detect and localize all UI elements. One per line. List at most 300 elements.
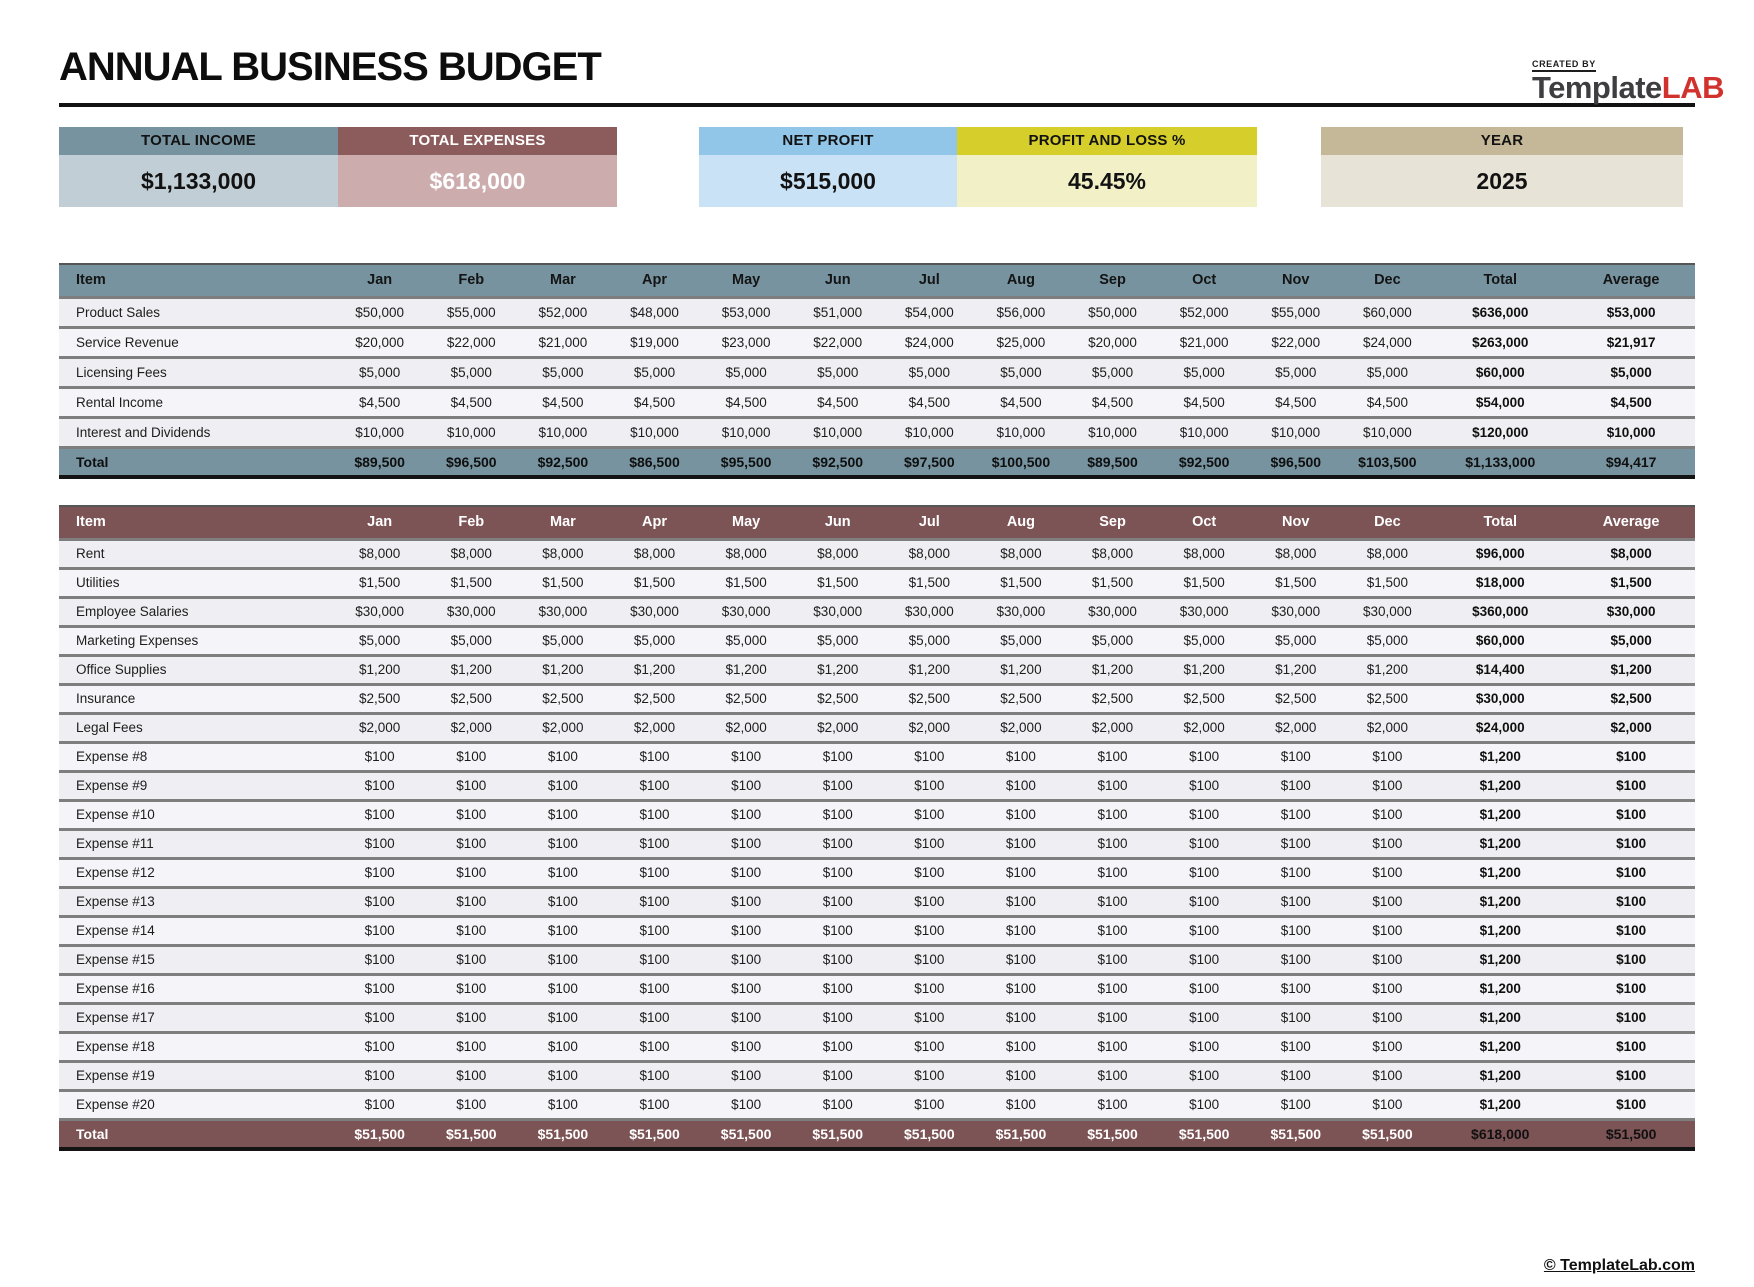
row-average: $1,200 xyxy=(1610,662,1652,677)
month-value: $5,000 xyxy=(633,364,676,380)
row-total: $96,000 xyxy=(1475,546,1525,561)
total-row xyxy=(59,447,1695,477)
month-value: $8,000 xyxy=(817,546,859,561)
month-value: $5,000 xyxy=(1275,364,1317,380)
month-value: $100 xyxy=(639,807,670,822)
month-value: $100 xyxy=(914,1097,945,1112)
row-average: $53,000 xyxy=(1606,304,1656,320)
col-header-average: Average xyxy=(1567,506,1695,539)
month-value: $100 xyxy=(1372,923,1403,938)
month-value: $2,000 xyxy=(1183,720,1225,735)
month-value: $30,000 xyxy=(1362,604,1412,619)
data-row xyxy=(59,1090,1695,1119)
month-value: $100 xyxy=(731,1039,762,1054)
month-value: $100 xyxy=(456,894,487,909)
data-row xyxy=(59,916,1695,945)
month-value: $100 xyxy=(1097,894,1128,909)
month-value: $100 xyxy=(364,952,395,967)
month-value: $100 xyxy=(364,1097,395,1112)
month-value: $100 xyxy=(1372,865,1403,880)
month-value: $100 xyxy=(1097,1010,1128,1025)
card-value-total-income: $1,133,000 xyxy=(59,155,338,207)
col-header-dec: Dec xyxy=(1342,506,1434,539)
month-value: $25,000 xyxy=(996,334,1046,350)
data-row xyxy=(59,655,1695,684)
month-value: $100 xyxy=(822,981,853,996)
month-value: $100 xyxy=(639,981,670,996)
row-average: $2,000 xyxy=(1610,720,1652,735)
month-value: $100 xyxy=(1280,807,1311,822)
month-value: $100 xyxy=(1280,865,1311,880)
month-value: $100 xyxy=(1280,778,1311,793)
month-value: $10,000 xyxy=(1362,424,1412,440)
month-value: $100 xyxy=(822,923,853,938)
month-value: $2,500 xyxy=(450,691,492,706)
month-value: $96,500 xyxy=(1270,453,1322,470)
month-value: $100 xyxy=(1189,952,1220,967)
summary-cards xyxy=(59,127,1695,207)
row-average: $2,500 xyxy=(1610,691,1652,706)
row-average: $100 xyxy=(1616,836,1647,851)
row-label: Total xyxy=(76,453,109,470)
month-value: $100 xyxy=(731,981,762,996)
month-value: $10,000 xyxy=(1179,424,1229,440)
month-value: $100 xyxy=(1097,865,1128,880)
month-value: $100 xyxy=(364,865,395,880)
month-value: $5,000 xyxy=(1091,364,1134,380)
month-value: $100 xyxy=(1280,749,1311,764)
month-value: $100 xyxy=(731,778,762,793)
month-value: $2,500 xyxy=(908,691,950,706)
month-value: $100 xyxy=(731,865,762,880)
month-value: $4,500 xyxy=(1000,394,1042,410)
row-average: $100 xyxy=(1616,923,1647,938)
row-label: Expense #14 xyxy=(76,923,155,938)
month-value: $51,500 xyxy=(1087,1125,1138,1142)
col-header-oct: Oct xyxy=(1158,506,1250,539)
col-header-may: May xyxy=(700,506,792,539)
month-value: $100 xyxy=(456,1097,487,1112)
row-average: $10,000 xyxy=(1606,424,1656,440)
total-row xyxy=(59,1119,1695,1149)
row-label: Expense #9 xyxy=(76,778,148,793)
month-value: $1,200 xyxy=(908,662,950,677)
month-value: $5,000 xyxy=(1275,633,1317,648)
month-value: $100 xyxy=(822,749,853,764)
row-total: $1,133,000 xyxy=(1465,453,1536,470)
month-value: $100 xyxy=(547,1068,578,1083)
row-total: $14,400 xyxy=(1475,662,1525,677)
month-value: $2,500 xyxy=(359,691,401,706)
col-header-aug: Aug xyxy=(975,506,1067,539)
month-value: $100 xyxy=(1189,778,1220,793)
month-value: $100 xyxy=(639,1097,670,1112)
month-value: $100 xyxy=(1097,1039,1128,1054)
month-value: $30,000 xyxy=(1179,604,1229,619)
month-value: $2,000 xyxy=(908,720,950,735)
month-value: $55,000 xyxy=(446,304,496,320)
month-value: $21,000 xyxy=(1179,334,1229,350)
data-row xyxy=(59,800,1695,829)
month-value: $5,000 xyxy=(633,633,676,648)
month-value: $54,000 xyxy=(904,304,954,320)
row-average: $94,417 xyxy=(1605,453,1657,470)
row-total: $1,200 xyxy=(1479,952,1521,967)
month-value: $100 xyxy=(914,952,945,967)
month-value: $4,500 xyxy=(1091,394,1134,410)
logo-created-by-label: CREATED BY xyxy=(1532,60,1596,72)
month-value: $1,200 xyxy=(1000,662,1042,677)
month-value: $2,000 xyxy=(1000,720,1042,735)
month-value: $30,000 xyxy=(630,604,679,619)
month-value: $10,000 xyxy=(904,424,954,440)
month-value: $52,000 xyxy=(538,304,588,320)
col-header-feb: Feb xyxy=(425,264,517,297)
month-value: $1,500 xyxy=(1366,575,1409,590)
month-value: $30,000 xyxy=(1088,604,1137,619)
row-average: $100 xyxy=(1616,981,1647,996)
month-value: $1,200 xyxy=(1091,662,1134,677)
month-value: $100 xyxy=(1005,749,1036,764)
row-label: Expense #13 xyxy=(76,894,155,909)
col-header-nov: Nov xyxy=(1250,506,1342,539)
month-value: $96,500 xyxy=(445,453,497,470)
month-value: $100 xyxy=(914,923,945,938)
row-total: $18,000 xyxy=(1475,575,1525,590)
data-row xyxy=(59,1003,1695,1032)
row-total: $1,200 xyxy=(1479,778,1521,793)
row-total: $360,000 xyxy=(1472,604,1529,619)
month-value: $100 xyxy=(1372,1097,1403,1112)
month-value: $100 xyxy=(1372,749,1403,764)
month-value: $24,000 xyxy=(1362,334,1412,350)
month-value: $10,000 xyxy=(355,424,405,440)
month-value: $51,500 xyxy=(445,1125,497,1142)
month-value: $100 xyxy=(731,807,762,822)
month-value: $100 xyxy=(914,865,945,880)
month-value: $5,000 xyxy=(725,633,767,648)
month-value: $51,500 xyxy=(995,1125,1047,1142)
col-header-mar: Mar xyxy=(517,506,609,539)
month-value: $8,000 xyxy=(450,546,492,561)
month-value: $100 xyxy=(731,749,762,764)
row-total: $1,200 xyxy=(1479,836,1521,851)
month-value: $100 xyxy=(639,836,670,851)
month-value: $100 xyxy=(822,836,853,851)
month-value: $1,200 xyxy=(1366,662,1409,677)
data-row xyxy=(59,887,1695,916)
row-label: Expense #19 xyxy=(76,1068,155,1083)
month-value: $100 xyxy=(822,807,853,822)
month-value: $89,500 xyxy=(354,453,405,470)
row-label: Rent xyxy=(76,546,105,561)
month-value: $60,000 xyxy=(1362,304,1412,320)
month-value: $100 xyxy=(547,894,578,909)
month-value: $100 xyxy=(364,1039,395,1054)
month-value: $2,000 xyxy=(1366,720,1409,735)
data-row xyxy=(59,1032,1695,1061)
month-value: $5,000 xyxy=(1183,364,1225,380)
row-total: $60,000 xyxy=(1475,364,1525,380)
month-value: $8,000 xyxy=(359,546,401,561)
month-value: $30,000 xyxy=(446,604,496,619)
month-value: $100 xyxy=(1189,865,1220,880)
month-value: $10,000 xyxy=(1271,424,1321,440)
month-value: $8,000 xyxy=(633,546,676,561)
data-row xyxy=(59,597,1695,626)
row-average: $1,500 xyxy=(1610,575,1652,590)
col-header-jun: Jun xyxy=(792,264,884,297)
col-header-apr: Apr xyxy=(609,506,701,539)
row-label: Expense #10 xyxy=(76,807,155,822)
month-value: $1,500 xyxy=(1183,575,1225,590)
data-row xyxy=(59,829,1695,858)
data-row xyxy=(59,297,1695,327)
row-average: $100 xyxy=(1616,1097,1647,1112)
row-label: Employee Salaries xyxy=(76,604,189,619)
month-value: $100 xyxy=(914,981,945,996)
month-value: $100 xyxy=(1097,778,1128,793)
summary-card-total-income xyxy=(59,127,338,207)
row-label: Expense #20 xyxy=(76,1097,155,1112)
month-value: $100 xyxy=(914,836,945,851)
row-average: $100 xyxy=(1616,1039,1647,1054)
month-value: $56,000 xyxy=(996,304,1046,320)
month-value: $1,200 xyxy=(359,662,401,677)
month-value: $100 xyxy=(1372,952,1403,967)
month-value: $97,500 xyxy=(904,453,955,470)
row-average: $100 xyxy=(1616,865,1647,880)
month-value: $100 xyxy=(1280,1039,1311,1054)
month-value: $1,500 xyxy=(1000,575,1042,590)
row-label: Expense #15 xyxy=(76,952,155,967)
month-value: $50,000 xyxy=(355,304,405,320)
col-header-jan: Jan xyxy=(334,264,426,297)
month-value: $100 xyxy=(1372,1010,1403,1025)
row-label: Expense #18 xyxy=(76,1039,155,1054)
month-value: $2,000 xyxy=(725,720,767,735)
month-value: $100 xyxy=(822,894,853,909)
month-value: $100 xyxy=(1189,1068,1220,1083)
card-value-total-expenses: $618,000 xyxy=(338,155,617,207)
col-header-jun: Jun xyxy=(792,506,884,539)
month-value: $100 xyxy=(1280,894,1311,909)
month-value: $100 xyxy=(456,1010,487,1025)
row-total: $1,200 xyxy=(1479,1010,1521,1025)
row-total: $30,000 xyxy=(1475,691,1525,706)
month-value: $5,000 xyxy=(1091,633,1134,648)
data-row xyxy=(59,945,1695,974)
month-value: $100 xyxy=(364,981,395,996)
month-value: $2,000 xyxy=(1091,720,1134,735)
month-value: $30,000 xyxy=(996,604,1046,619)
month-value: $100 xyxy=(1005,1097,1036,1112)
month-value: $2,500 xyxy=(1091,691,1134,706)
month-value: $100 xyxy=(822,778,853,793)
expenses-table xyxy=(59,505,1695,1151)
col-header-total: Total xyxy=(1433,264,1567,297)
month-value: $1,500 xyxy=(450,575,492,590)
data-row xyxy=(59,742,1695,771)
month-value: $51,500 xyxy=(1362,1125,1413,1142)
summary-card-year xyxy=(1321,127,1683,207)
month-value: $8,000 xyxy=(1275,546,1317,561)
month-value: $100 xyxy=(1189,807,1220,822)
month-value: $95,500 xyxy=(720,453,772,470)
col-header-dec: Dec xyxy=(1342,264,1434,297)
month-value: $100 xyxy=(547,1010,578,1025)
month-value: $30,000 xyxy=(904,604,954,619)
month-value: $21,000 xyxy=(538,334,588,350)
month-value: $100 xyxy=(1005,923,1036,938)
month-value: $53,000 xyxy=(721,304,771,320)
col-header-mar: Mar xyxy=(517,264,609,297)
month-value: $100 xyxy=(1280,1068,1311,1083)
row-total: $1,200 xyxy=(1479,923,1521,938)
month-value: $100 xyxy=(547,981,578,996)
month-value: $22,000 xyxy=(813,334,863,350)
month-value: $100 xyxy=(639,1039,670,1054)
data-row xyxy=(59,357,1695,387)
month-value: $100 xyxy=(1005,1010,1036,1025)
month-value: $100 xyxy=(914,1068,945,1083)
month-value: $1,200 xyxy=(1183,662,1225,677)
row-average: $30,000 xyxy=(1606,604,1656,619)
month-value: $100 xyxy=(1189,894,1220,909)
month-value: $8,000 xyxy=(542,546,584,561)
month-value: $2,500 xyxy=(633,691,676,706)
month-value: $100 xyxy=(731,923,762,938)
data-row xyxy=(59,327,1695,357)
month-value: $100 xyxy=(731,1068,762,1083)
month-value: $100 xyxy=(456,807,487,822)
month-value: $100 xyxy=(1280,1010,1311,1025)
month-value: $1,500 xyxy=(1091,575,1134,590)
data-row xyxy=(59,387,1695,417)
row-label: Expense #12 xyxy=(76,865,155,880)
data-row xyxy=(59,713,1695,742)
month-value: $100 xyxy=(639,1068,670,1083)
title-underline xyxy=(59,103,1695,107)
month-value: $100 xyxy=(1005,952,1036,967)
month-value: $100 xyxy=(364,1068,395,1083)
month-value: $19,000 xyxy=(630,334,679,350)
month-value: $51,500 xyxy=(354,1125,405,1142)
month-value: $100 xyxy=(1280,836,1311,851)
month-value: $100 xyxy=(1005,778,1036,793)
month-value: $5,000 xyxy=(908,364,950,380)
month-value: $55,000 xyxy=(1271,304,1321,320)
month-value: $100 xyxy=(1372,778,1403,793)
month-value: $100 xyxy=(1372,894,1403,909)
month-value: $100 xyxy=(456,865,487,880)
data-row xyxy=(59,539,1695,568)
month-value: $100 xyxy=(1280,981,1311,996)
month-value: $4,500 xyxy=(908,394,950,410)
month-value: $100 xyxy=(822,1010,853,1025)
month-value: $100 xyxy=(1005,1039,1036,1054)
month-value: $2,500 xyxy=(1366,691,1409,706)
month-value: $100 xyxy=(1372,981,1403,996)
col-header-may: May xyxy=(700,264,792,297)
month-value: $2,500 xyxy=(542,691,584,706)
month-value: $30,000 xyxy=(355,604,405,619)
row-label: Expense #11 xyxy=(76,836,154,851)
month-value: $2,500 xyxy=(1275,691,1317,706)
row-label: Interest and Dividends xyxy=(76,424,211,440)
row-average: $8,000 xyxy=(1610,546,1652,561)
row-average: $51,500 xyxy=(1605,1125,1657,1142)
month-value: $2,000 xyxy=(817,720,859,735)
row-average: $100 xyxy=(1616,894,1647,909)
data-row xyxy=(59,568,1695,597)
month-value: $5,000 xyxy=(359,633,401,648)
month-value: $51,500 xyxy=(1178,1125,1230,1142)
month-value: $100 xyxy=(731,1097,762,1112)
row-average: $100 xyxy=(1616,807,1647,822)
col-header-sep: Sep xyxy=(1067,264,1159,297)
row-average: $4,500 xyxy=(1610,394,1652,410)
col-header-average: Average xyxy=(1567,264,1695,297)
row-average: $100 xyxy=(1616,952,1647,967)
month-value: $100 xyxy=(1005,807,1036,822)
month-value: $100 xyxy=(1280,923,1311,938)
month-value: $100 xyxy=(731,952,762,967)
row-label: Product Sales xyxy=(76,304,161,320)
month-value: $1,200 xyxy=(542,662,584,677)
month-value: $5,000 xyxy=(542,364,584,380)
col-header-nov: Nov xyxy=(1250,264,1342,297)
month-value: $23,000 xyxy=(721,334,771,350)
month-value: $30,000 xyxy=(538,604,588,619)
month-value: $8,000 xyxy=(1366,546,1409,561)
month-value: $51,500 xyxy=(1270,1125,1322,1142)
row-average: $100 xyxy=(1616,1010,1647,1025)
month-value: $89,500 xyxy=(1087,453,1138,470)
month-value: $100 xyxy=(1189,1097,1220,1112)
month-value: $2,000 xyxy=(633,720,676,735)
month-value: $100 xyxy=(364,1010,395,1025)
month-value: $100 xyxy=(1189,923,1220,938)
data-row xyxy=(59,626,1695,655)
month-value: $100 xyxy=(1372,836,1403,851)
row-total: $1,200 xyxy=(1479,865,1521,880)
month-value: $100 xyxy=(1280,952,1311,967)
month-value: $22,000 xyxy=(446,334,496,350)
row-total: $120,000 xyxy=(1472,424,1529,440)
month-value: $1,200 xyxy=(450,662,492,677)
month-value: $100 xyxy=(456,836,487,851)
month-value: $5,000 xyxy=(725,364,767,380)
month-value: $100 xyxy=(456,923,487,938)
summary-card-total-expenses xyxy=(338,127,617,207)
row-total: $618,000 xyxy=(1471,1125,1530,1142)
month-value: $100 xyxy=(1189,1010,1220,1025)
month-value: $100 xyxy=(914,749,945,764)
footer-copyright-link[interactable]: © TemplateLab.com xyxy=(1543,1257,1695,1274)
month-value: $100 xyxy=(1005,981,1036,996)
month-value: $30,000 xyxy=(721,604,771,619)
data-row xyxy=(59,684,1695,713)
month-value: $100 xyxy=(547,865,578,880)
month-value: $10,000 xyxy=(630,424,679,440)
month-value: $2,500 xyxy=(1000,691,1042,706)
month-value: $100 xyxy=(914,778,945,793)
month-value: $100 xyxy=(547,952,578,967)
row-total: $1,200 xyxy=(1479,1097,1521,1112)
month-value: $2,000 xyxy=(359,720,401,735)
month-value: $51,500 xyxy=(904,1125,955,1142)
